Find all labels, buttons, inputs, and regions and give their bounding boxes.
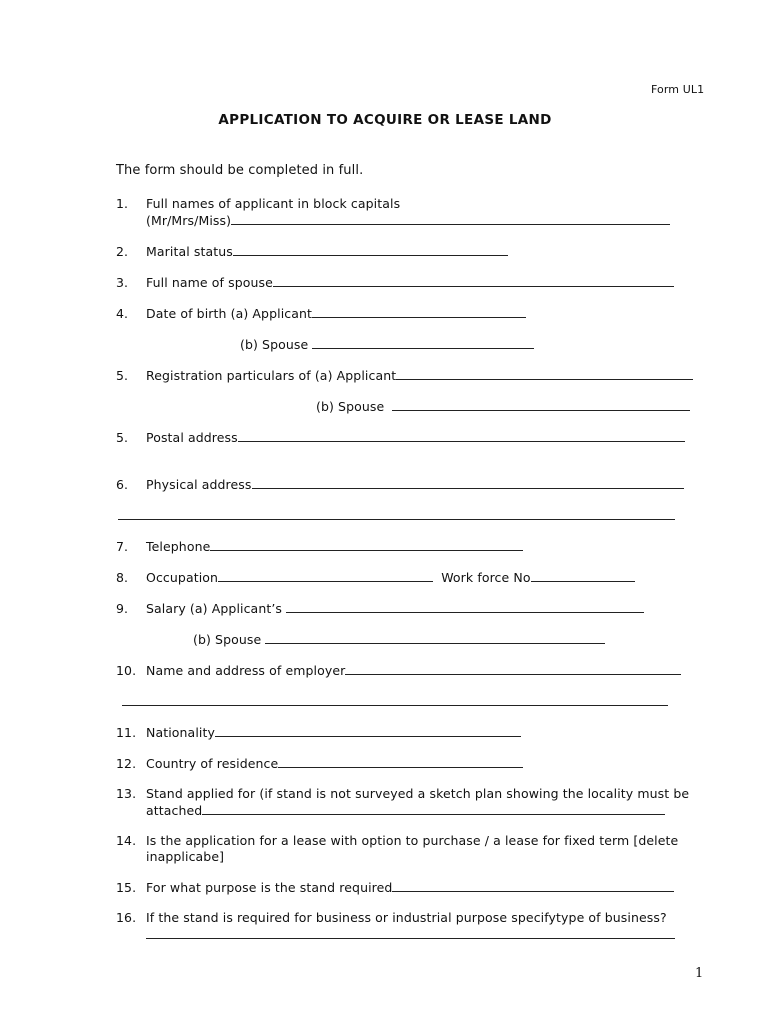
question-number: 13. [116, 786, 137, 801]
question-number: 5. [116, 430, 129, 445]
question-number: 12. [116, 756, 137, 771]
question-15 [116, 879, 674, 895]
question-5-spouse [316, 398, 690, 414]
question-label: Date of birth (a) Applicant [146, 306, 313, 321]
question-label: Nationality [146, 725, 215, 740]
question-11 [116, 724, 521, 740]
physical-address-line-2 [118, 507, 675, 523]
question-2 [116, 243, 508, 259]
spouse-registration-field[interactable] [392, 398, 690, 411]
question-4-spouse [240, 336, 534, 352]
question-12 [116, 755, 523, 771]
question-number: 1. [116, 196, 129, 211]
question-1 [116, 196, 400, 211]
question-number: 14. [116, 833, 137, 848]
work-force-no-field[interactable] [531, 569, 635, 582]
question-14 [116, 833, 678, 848]
question-number: 9. [116, 601, 129, 616]
question-1-subline [146, 212, 670, 228]
question-number: 5. [116, 368, 129, 383]
question-label: Name and address of employer [146, 663, 346, 678]
question-label: Country of residence [146, 756, 279, 771]
question-sublabel: (b) Spouse [193, 632, 262, 647]
question-sublabel: attached [146, 803, 203, 818]
question-label: Postal address [146, 430, 238, 445]
postal-address-field[interactable] [238, 429, 685, 442]
question-label: Marital status [146, 244, 233, 259]
question-sublabel: inapplicabe] [146, 849, 225, 864]
marital-status-field[interactable] [233, 243, 508, 256]
business-type-line [146, 926, 675, 942]
question-number: 4. [116, 306, 129, 321]
question-number: 2. [116, 244, 129, 259]
applicant-registration-field[interactable] [396, 367, 693, 380]
physical-address-field[interactable] [252, 476, 684, 489]
question-number: 3. [116, 275, 129, 290]
question-5-postal [116, 429, 685, 445]
question-13-subline [146, 802, 665, 818]
question-label: Registration particulars of (a) Applicant [146, 368, 397, 383]
form-instruction: The form should be completed in full. [116, 163, 364, 178]
stand-purpose-field[interactable] [392, 879, 674, 892]
question-number: 16. [116, 910, 137, 925]
applicant-salary-field[interactable] [286, 600, 644, 613]
stand-applied-field[interactable] [202, 802, 665, 815]
question-number: 8. [116, 570, 129, 585]
physical-address-field-2[interactable] [118, 507, 675, 520]
telephone-field[interactable] [210, 538, 523, 551]
question-sublabel: (Mr/Mrs/Miss) [146, 213, 232, 228]
question-label: Is the application for a lease with option to purchase / a lease for fixed term [delete [146, 833, 679, 848]
question-13 [116, 786, 689, 801]
country-of-residence-field[interactable] [278, 755, 523, 768]
question-label: Physical address [146, 477, 252, 492]
question-9-spouse [193, 631, 605, 647]
question-number: 6. [116, 477, 129, 492]
applicant-dob-field[interactable] [312, 305, 526, 318]
question-16 [116, 910, 667, 925]
form-code: Form UL1 [651, 83, 705, 96]
employer-line-2 [122, 693, 668, 709]
question-label: Full name of spouse [146, 275, 273, 290]
spouse-dob-field[interactable] [312, 336, 534, 349]
question-4 [116, 305, 526, 321]
form-title: APPLICATION TO ACQUIRE OR LEASE LAND [218, 112, 552, 128]
spouse-salary-field[interactable] [265, 631, 605, 644]
question-14-subline [146, 849, 224, 864]
question-label-2: Work force No [441, 570, 531, 585]
question-number: 10. [116, 663, 137, 678]
spouse-name-field[interactable] [273, 274, 674, 287]
question-label: Salary (a) Applicant’s [146, 601, 283, 616]
question-sublabel: (b) Spouse [316, 399, 385, 414]
employer-field[interactable] [345, 662, 681, 675]
page-number: 1 [695, 966, 704, 981]
question-number: 11. [116, 725, 137, 740]
question-label: Full names of applicant in block capitals [146, 196, 401, 211]
nationality-field[interactable] [215, 724, 521, 737]
question-6 [116, 476, 684, 492]
question-3 [116, 274, 674, 290]
question-label: If the stand is required for business or industrial purpose specifytype of business? [146, 910, 667, 925]
question-label: Telephone [146, 539, 211, 554]
question-number: 7. [116, 539, 129, 554]
full-names-field[interactable] [231, 212, 670, 225]
question-sublabel: (b) Spouse [240, 337, 309, 352]
question-label: Occupation [146, 570, 219, 585]
question-8 [116, 569, 635, 585]
question-label: Stand applied for (if stand is not surveyed a sketch plan showing the locality must be [146, 786, 690, 801]
question-10 [116, 662, 681, 678]
question-number: 15. [116, 880, 137, 895]
question-9 [116, 600, 644, 616]
question-5-registration [116, 367, 693, 383]
question-label: For what purpose is the stand required [146, 880, 393, 895]
business-type-field[interactable] [146, 926, 675, 939]
occupation-field[interactable] [218, 569, 433, 582]
employer-field-2[interactable] [122, 693, 668, 706]
question-7 [116, 538, 523, 554]
